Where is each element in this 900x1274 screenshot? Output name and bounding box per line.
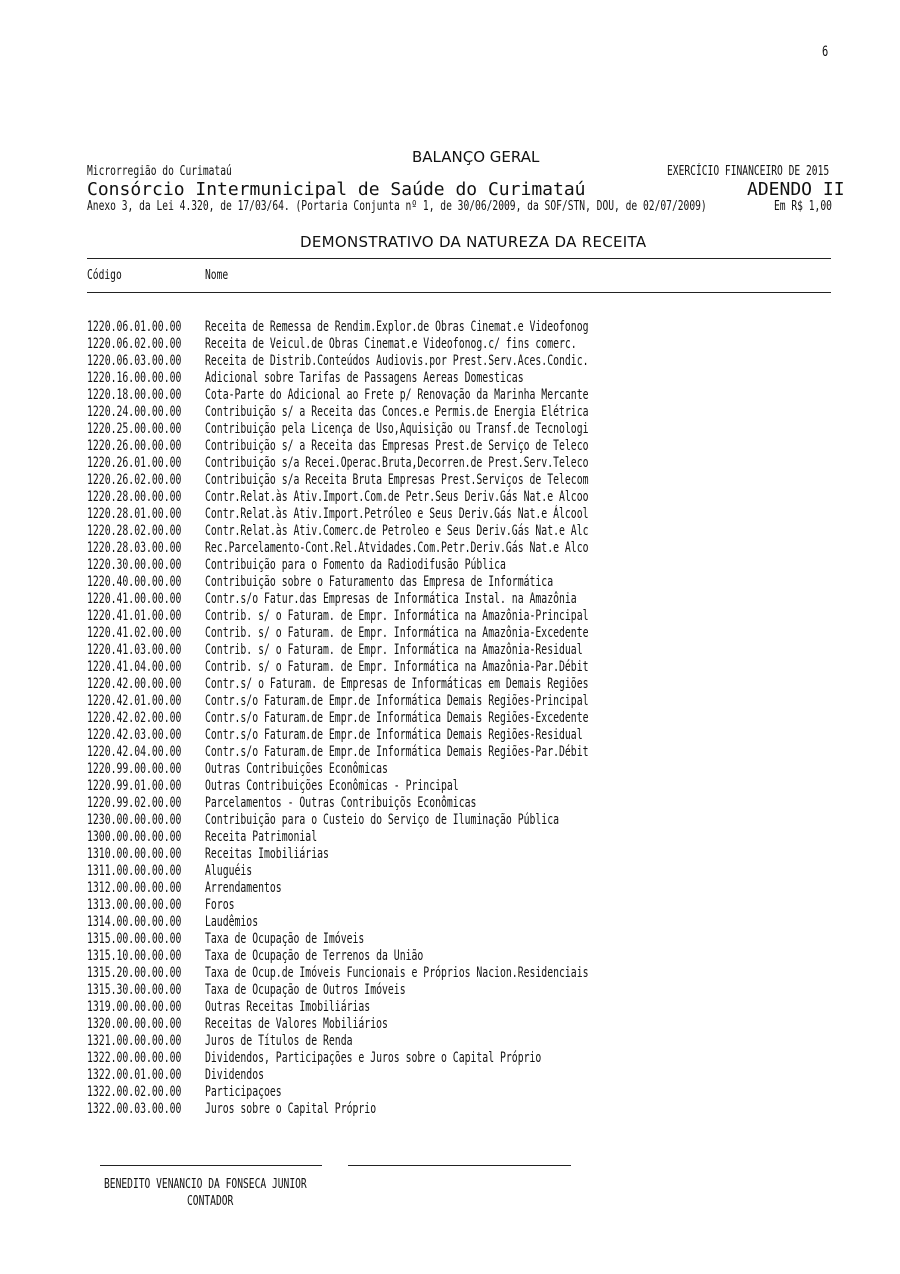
row-name: Parcelamentos - Outras Contribuiçõs Econômicas: [205, 795, 477, 811]
row-name: Outras Receitas Imobiliárias: [205, 999, 371, 1015]
row-code: 1312.00.00.00.00: [87, 880, 182, 896]
row-code: 1322.00.03.00.00: [87, 1101, 182, 1117]
row-code: 1319.00.00.00.00: [87, 999, 182, 1015]
row-code: 1220.40.00.00.00: [87, 574, 182, 590]
row-name: Contribuição para o Fomento da Radiodifusão Pública: [205, 557, 506, 573]
row-name: Receita Patrimonial: [205, 829, 318, 845]
legal-basis: Anexo 3, da Lei 4.320, de 17/03/64. (Portaria Conjunta nº 1, de 30/06/2009, da SOF/STN, DOU, de 02/07/2009): [87, 199, 707, 214]
row-code: 1310.00.00.00.00: [87, 846, 182, 862]
row-code: 1220.28.00.00.00: [87, 489, 182, 505]
row-name: Dividendos, Participações e Juros sobre o Capital Próprio: [205, 1050, 542, 1066]
row-name: Contr.Relat.às Ativ.Comerc.de Petroleo e Seus Deriv.Gás Nat.e Alc: [205, 523, 589, 539]
row-code: 1220.41.03.00.00: [87, 642, 182, 658]
signature-line-second: [348, 1165, 571, 1166]
signer-name: BENEDITO VENANCIO DA FONSECA JUNIOR: [104, 1177, 307, 1192]
row-name: Adicional sobre Tarifas de Passagens Aereas Domesticas: [205, 370, 524, 386]
row-name: Contr.s/o Faturam.de Empr.de Informática Demais Regiões-Excedente: [205, 710, 589, 726]
row-code: 1220.06.02.00.00: [87, 336, 182, 352]
row-code: 1220.99.02.00.00: [87, 795, 182, 811]
row-code: 1220.41.00.00.00: [87, 591, 182, 607]
row-code: 1220.99.00.00.00: [87, 761, 182, 777]
row-code: 1220.42.01.00.00: [87, 693, 182, 709]
row-code: 1220.28.03.00.00: [87, 540, 182, 556]
row-name: Contr.s/o Faturam.de Empr.de Informática Demais Regiões-Principal: [205, 693, 589, 709]
row-code: 1220.28.01.00.00: [87, 506, 182, 522]
row-name: Contrib. s/ o Faturam. de Empr. Informática na Amazônia-Principal: [205, 608, 589, 624]
row-name: Receitas Imobiliárias: [205, 846, 329, 862]
row-name: Dividendos: [205, 1067, 265, 1083]
row-code: 1315.00.00.00.00: [87, 931, 182, 947]
row-name: Contr.s/o Fatur.das Empresas de Informática Instal. na Amazônia: [205, 591, 577, 607]
row-name: Contribuição s/a Receita Bruta Empresas Prest.Serviços de Telecom: [205, 472, 589, 488]
fiscal-year-label: EXERCÍCIO FINANCEIRO DE 2015: [667, 164, 830, 179]
row-code: 1220.99.01.00.00: [87, 778, 182, 794]
row-name: Taxa de Ocupação de Terrenos da União: [205, 948, 424, 964]
row-name: Taxa de Ocup.de Imóveis Funcionais e Próprios Nacion.Residenciais: [205, 965, 589, 981]
row-code: 1220.06.03.00.00: [87, 353, 182, 369]
row-code: 1220.41.04.00.00: [87, 659, 182, 675]
row-code: 1322.00.01.00.00: [87, 1067, 182, 1083]
row-code: 1315.30.00.00.00: [87, 982, 182, 998]
row-code: 1220.42.03.00.00: [87, 727, 182, 743]
row-name: Contr.s/o Faturam.de Empr.de Informática Demais Regiões-Residual: [205, 727, 583, 743]
entity-name: Consórcio Intermunicipal de Saúde do Curimataú: [87, 179, 586, 200]
row-code: 1220.26.00.00.00: [87, 438, 182, 454]
report-title: BALANÇO GERAL: [412, 148, 540, 166]
row-code: 1220.41.02.00.00: [87, 625, 182, 641]
row-name: Receita de Distrib.Conteúdos Audiovis.por Prest.Serv.Aces.Condic.: [205, 353, 589, 369]
row-name: Receitas de Valores Mobiliários: [205, 1016, 388, 1032]
row-name: Contribuição pela Licença de Uso,Aquisição ou Transf.de Tecnologi: [205, 421, 589, 437]
row-code: 1220.28.02.00.00: [87, 523, 182, 539]
row-code: 1322.00.02.00.00: [87, 1084, 182, 1100]
row-code: 1220.30.00.00.00: [87, 557, 182, 573]
row-name: Arrendamentos: [205, 880, 282, 896]
row-code: 1230.00.00.00.00: [87, 812, 182, 828]
row-name: Taxa de Ocupação de Imóveis: [205, 931, 365, 947]
row-name: Contribuição s/a Recei.Operac.Bruta,Decorren.de Prest.Serv.Teleco: [205, 455, 589, 471]
row-code: 1315.10.00.00.00: [87, 948, 182, 964]
row-code: 1300.00.00.00.00: [87, 829, 182, 845]
row-name: Participaçoes: [205, 1084, 282, 1100]
row-code: 1314.00.00.00.00: [87, 914, 182, 930]
row-name: Foros: [205, 897, 235, 913]
row-name: Juros de Títulos de Renda: [205, 1033, 353, 1049]
header-bottom-rule: [87, 292, 831, 293]
row-code: 1315.20.00.00.00: [87, 965, 182, 981]
row-name: Aluguéis: [205, 863, 253, 879]
currency-unit: Em R$ 1,00: [774, 199, 832, 214]
row-name: Receita de Veicul.de Obras Cinemat.e Videofonog.c/ fins comerc.: [205, 336, 577, 352]
row-name: Taxa de Ocupação de Outros Imóveis: [205, 982, 406, 998]
row-code: 1220.18.00.00.00: [87, 387, 182, 403]
page-number: 6: [822, 44, 829, 60]
row-code: 1220.25.00.00.00: [87, 421, 182, 437]
row-name: Rec.Parcelamento-Cont.Rel.Atvidades.Com.Petr.Deriv.Gás Nat.e Alco: [205, 540, 589, 556]
row-name: Juros sobre o Capital Próprio: [205, 1101, 377, 1117]
signature-line-accountant: [100, 1165, 322, 1166]
row-code: 1313.00.00.00.00: [87, 897, 182, 913]
row-name: Contribuição para o Custeio do Serviço de Iluminação Pública: [205, 812, 560, 828]
row-name: Laudêmios: [205, 914, 259, 930]
section-title: DEMONSTRATIVO DA NATUREZA DA RECEITA: [300, 233, 647, 251]
row-code: 1220.06.01.00.00: [87, 319, 182, 335]
region-label: Microrregião do Curimataú: [87, 164, 232, 179]
row-name: Outras Contribuições Econômicas: [205, 761, 388, 777]
column-header-code: Código: [87, 268, 122, 283]
row-name: Contr.Relat.às Ativ.Import.Com.de Petr.Seus Deriv.Gás Nat.e Alcoo: [205, 489, 589, 505]
row-name: Contr.s/ o Faturam. de Empresas de Informáticas em Demais Regiões: [205, 676, 589, 692]
header-top-rule: [87, 258, 831, 259]
row-name: Contrib. s/ o Faturam. de Empr. Informática na Amazônia-Par.Débit: [205, 659, 589, 675]
row-name: Contribuição s/ a Receita das Empresas Prest.de Serviço de Teleco: [205, 438, 589, 454]
row-name: Contr.s/o Faturam.de Empr.de Informática Demais Regiões-Par.Débit: [205, 744, 589, 760]
row-name: Contribuição sobre o Faturamento das Empresa de Informática: [205, 574, 554, 590]
row-code: 1320.00.00.00.00: [87, 1016, 182, 1032]
row-code: 1220.24.00.00.00: [87, 404, 182, 420]
row-code: 1220.26.01.00.00: [87, 455, 182, 471]
row-code: 1220.42.02.00.00: [87, 710, 182, 726]
row-name: Contrib. s/ o Faturam. de Empr. Informática na Amazônia-Residual: [205, 642, 583, 658]
column-header-name: Nome: [205, 268, 229, 283]
row-code: 1220.42.04.00.00: [87, 744, 182, 760]
row-name: Contrib. s/ o Faturam. de Empr. Informática na Amazônia-Excedente: [205, 625, 589, 641]
row-code: 1322.00.00.00.00: [87, 1050, 182, 1066]
row-code: 1321.00.00.00.00: [87, 1033, 182, 1049]
signer-role: CONTADOR: [187, 1194, 234, 1209]
row-code: 1220.26.02.00.00: [87, 472, 182, 488]
row-name: Cota-Parte do Adicional ao Frete p/ Renovação da Marinha Mercante: [205, 387, 589, 403]
row-code: 1220.41.01.00.00: [87, 608, 182, 624]
row-name: Outras Contribuições Econômicas - Principal: [205, 778, 459, 794]
addendum-label: ADENDO II: [747, 179, 845, 200]
row-code: 1311.00.00.00.00: [87, 863, 182, 879]
row-code: 1220.16.00.00.00: [87, 370, 182, 386]
row-name: Contr.Relat.às Ativ.Import.Petróleo e Seus Deriv.Gás Nat.e Álcool: [205, 506, 589, 522]
row-name: Contribuição s/ a Receita das Conces.e Permis.de Energia Elétrica: [205, 404, 589, 420]
row-code: 1220.42.00.00.00: [87, 676, 182, 692]
row-name: Receita de Remessa de Rendim.Explor.de Obras Cinemat.e Videofonog: [205, 319, 589, 335]
